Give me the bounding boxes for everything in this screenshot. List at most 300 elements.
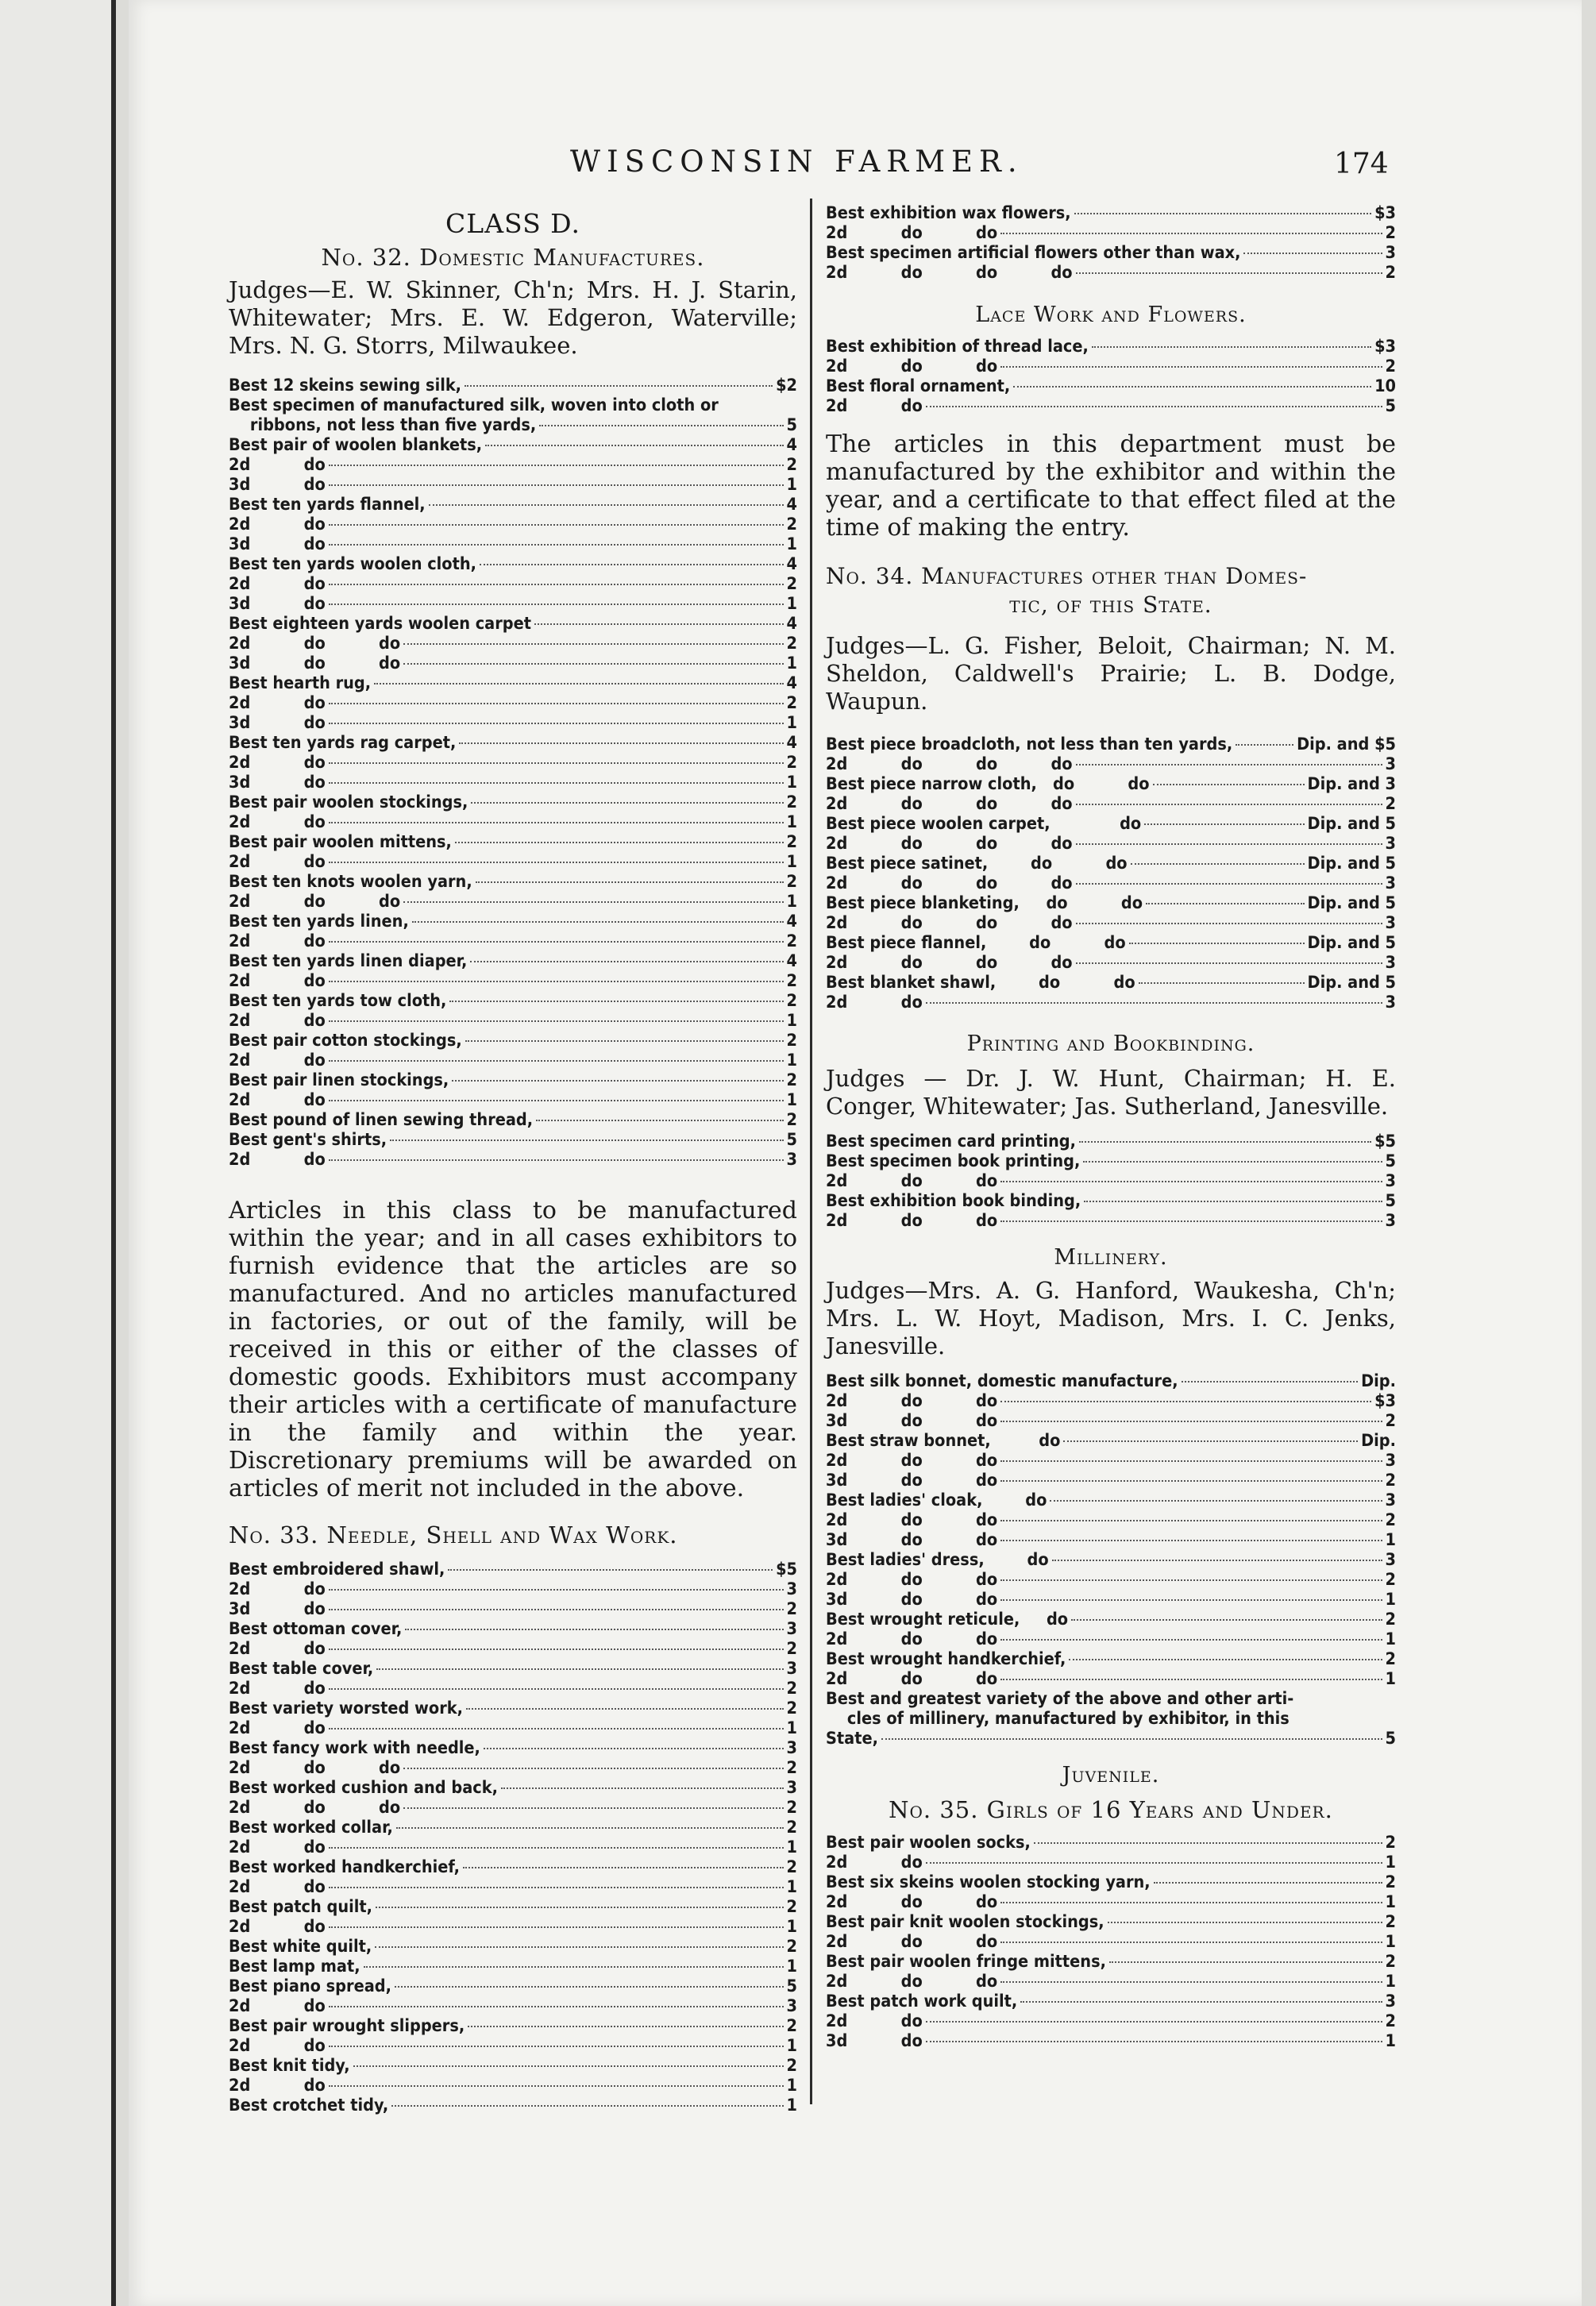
leader-dots: [1108, 1922, 1382, 1923]
leader-dots: [1000, 1599, 1382, 1601]
leader-dots: [1074, 213, 1371, 214]
premium-value: 5: [786, 415, 797, 435]
premium-row: [826, 396, 1396, 416]
premium-row: [826, 1570, 1396, 1590]
right-column: [826, 203, 1396, 2051]
premium-label: 3d do: [229, 534, 326, 554]
premium-label: 2d do do do: [826, 953, 1073, 973]
premium-row: [826, 1729, 1396, 1749]
premium-label: 2d do do do: [826, 263, 1073, 283]
premium-label: Best specimen book printing,: [826, 1151, 1081, 1171]
premium-label: 2d do do: [826, 1171, 998, 1191]
premium-label: Best ten yards flannel,: [229, 495, 426, 515]
premium-value: 1: [1385, 1629, 1396, 1649]
leader-dots: [1000, 1480, 1382, 1482]
premium-value: 3: [1385, 1451, 1396, 1471]
premium-label: 2d do: [229, 2076, 326, 2096]
premium-row: [229, 614, 797, 634]
leader-dots: [1000, 1942, 1382, 1943]
premium-label: 2d do do: [826, 1211, 998, 1231]
leader-dots: [1243, 253, 1382, 254]
premium-row: [826, 873, 1396, 893]
premium-value: 2: [1385, 1471, 1396, 1490]
leader-dots: [329, 1649, 784, 1650]
premium-value: 2: [786, 792, 797, 812]
premium-label: Best worked handkerchief,: [229, 1857, 460, 1877]
premium-value: 2: [786, 1031, 797, 1051]
premium-value: 2: [1385, 1649, 1396, 1669]
premium-label: Best pair cotton stockings,: [229, 1031, 462, 1051]
leader-dots: [1000, 366, 1382, 368]
leader-dots: [329, 1609, 784, 1610]
premium-value: 3: [786, 1996, 797, 2016]
leader-dots: [1144, 823, 1304, 825]
premium-row: [826, 357, 1396, 376]
leader-dots: [1052, 1560, 1382, 1561]
leader-dots: [1050, 1500, 1382, 1502]
premium-row: [826, 1211, 1396, 1231]
premium-row: [229, 1699, 797, 1718]
leader-dots: [926, 1862, 1382, 1864]
premium-label: Best straw bonnet, do: [826, 1431, 1061, 1451]
premium-value: 2: [786, 1599, 797, 1619]
premium-value: 2: [1385, 263, 1396, 283]
leader-dots: [1000, 1579, 1382, 1581]
premium-row: [826, 1550, 1396, 1570]
premium-row: [826, 1833, 1396, 1853]
printing-list: [826, 1132, 1396, 1231]
premium-value: $3: [1374, 1391, 1396, 1411]
premium-value: 2: [1385, 794, 1396, 814]
leader-dots: [329, 1728, 784, 1730]
premium-row: [229, 1599, 797, 1619]
leader-dots: [329, 524, 784, 526]
premium-value: 1: [1385, 1972, 1396, 1992]
premium-value: 1: [786, 1957, 797, 1976]
leader-dots: [1076, 272, 1382, 274]
premium-value: 3: [1385, 873, 1396, 893]
premium-row: [229, 2016, 797, 2036]
leader-dots: [1071, 1619, 1382, 1621]
leader-dots: [329, 603, 784, 605]
premium-row: [229, 1579, 797, 1599]
premium-label: Best worked collar,: [229, 1818, 393, 1837]
running-header: WISCONSIN FARMER.: [570, 145, 1024, 179]
premium-value: 2: [786, 872, 797, 892]
premium-value: 4: [786, 554, 797, 574]
premium-row: [826, 223, 1396, 243]
premium-row: [826, 1431, 1396, 1451]
premium-value: 2: [786, 634, 797, 654]
premium-label: Best pair linen stockings,: [229, 1070, 449, 1090]
leader-dots: [1084, 1201, 1382, 1202]
leader-dots: [1000, 1460, 1382, 1462]
left-column: [229, 208, 797, 2115]
premium-row: [826, 814, 1396, 834]
leader-dots: [1076, 804, 1382, 805]
premium-label: Best ten knots woolen yarn,: [229, 872, 472, 892]
premium-value: 4: [786, 495, 797, 515]
leader-dots: [1076, 962, 1382, 964]
leader-dots: [1000, 1679, 1382, 1680]
leader-dots: [329, 723, 784, 724]
premium-value: 3: [1385, 754, 1396, 774]
leader-dots: [329, 1589, 784, 1591]
premium-value: 2: [786, 1857, 797, 1877]
premium-value: $5: [1374, 1132, 1396, 1151]
premium-value: 2: [786, 1699, 797, 1718]
leader-dots: [1236, 744, 1293, 746]
premium-value: 3: [786, 1579, 797, 1599]
leader-dots: [1083, 1161, 1382, 1163]
premium-value: 2: [786, 574, 797, 594]
premium-label: Best ladies' cloak, do: [826, 1490, 1047, 1510]
premium-value: 2: [786, 1798, 797, 1818]
premium-value: 1: [786, 2076, 797, 2096]
premium-row: [229, 534, 797, 554]
premium-row: [826, 263, 1396, 283]
premium-label: 2d do: [229, 753, 326, 773]
premium-label: 3d do do: [826, 1530, 998, 1550]
premium-label: Best ten yards woolen cloth,: [229, 554, 476, 574]
premium-label: 3d do do: [826, 1590, 998, 1610]
premium-label: 2d do do: [826, 1972, 998, 1992]
premium-row: [229, 1758, 797, 1778]
premium-row: [826, 1872, 1396, 1892]
premium-row: [229, 455, 797, 475]
leader-dots: [926, 2041, 1382, 2042]
leader-dots: [329, 584, 784, 585]
premium-label: 3d do: [229, 594, 326, 614]
premium-row: [229, 912, 797, 931]
leader-dots: [329, 981, 784, 982]
premium-value: 3: [1385, 1550, 1396, 1570]
premium-value: 2: [1385, 1872, 1396, 1892]
premium-value: 4: [786, 912, 797, 931]
premium-row: [826, 1629, 1396, 1649]
premium-label: Best 12 skeins sewing silk,: [229, 376, 462, 395]
premium-label: 2d do: [826, 2011, 923, 2031]
premium-value: 1: [1385, 1853, 1396, 1872]
premium-row: [229, 1150, 797, 1170]
premium-value: Dip.: [1361, 1371, 1396, 1391]
premium-row: [229, 1110, 797, 1130]
premium-label: Best ladies' dress, do: [826, 1550, 1049, 1570]
premium-row: [826, 1892, 1396, 1912]
leader-dots: [1076, 843, 1382, 845]
premium-label: Best ten yards linen diaper,: [229, 951, 468, 971]
premium-label: Best hearth rug,: [229, 673, 372, 693]
section-34-title-cont: tic, of this State.: [1009, 592, 1212, 618]
wax-work-list: [826, 203, 1396, 283]
premium-row: [826, 1151, 1396, 1171]
leader-dots: [448, 1569, 773, 1571]
premium-value: 5: [786, 1976, 797, 1996]
premium-row: [229, 1051, 797, 1070]
premium-value: 2: [786, 1937, 797, 1957]
premium-row: [229, 1937, 797, 1957]
leader-dots: [1000, 233, 1382, 234]
premium-label: Best embroidered shawl,: [229, 1560, 445, 1579]
leader-dots: [1000, 1181, 1382, 1182]
premium-row: [826, 1391, 1396, 1411]
premium-value: 2: [786, 455, 797, 475]
premium-row: [229, 951, 797, 971]
leader-dots: [455, 842, 784, 843]
leader-dots: [463, 1867, 784, 1868]
leader-dots: [329, 1887, 784, 1888]
premium-value: Dip. and 3: [1307, 774, 1396, 794]
premium-value: $3: [1374, 337, 1396, 357]
premium-row: [826, 1530, 1396, 1550]
premium-row: [229, 2096, 797, 2115]
premium-label: Best pair woolen socks,: [826, 1833, 1031, 1853]
premium-value: 2: [786, 1639, 797, 1659]
premium-row: [826, 2011, 1396, 2031]
premium-label: Best specimen artificial flowers other than wax,: [826, 243, 1241, 263]
premium-row: [229, 1996, 797, 2016]
premium-value: 3: [1385, 1490, 1396, 1510]
premium-label: Best blanket shawl, do do: [826, 973, 1135, 993]
premium-label: 2d do: [229, 515, 326, 534]
premium-value: 2: [1385, 1610, 1396, 1629]
juvenile-title: Juvenile.: [1062, 1763, 1160, 1787]
premium-value: 1: [786, 1917, 797, 1937]
leader-dots: [1000, 1421, 1382, 1422]
leader-dots: [926, 1002, 1382, 1004]
premium-row: [229, 673, 797, 693]
premium-value: 2: [786, 2016, 797, 2036]
premium-value: 5: [786, 1130, 797, 1150]
premium-label: 3d do: [826, 2031, 923, 2051]
premium-value: 2: [786, 753, 797, 773]
premium-row: [826, 1171, 1396, 1191]
premium-value: 3: [1385, 1992, 1396, 2011]
leader-dots: [329, 1159, 784, 1161]
leader-dots: [1079, 1141, 1371, 1143]
premium-row: [229, 892, 797, 912]
leader-dots: [1139, 982, 1305, 984]
leader-dots: [459, 742, 783, 744]
premium-label: Best pair of woolen blankets,: [229, 435, 483, 455]
section-32-list: [229, 376, 797, 1170]
premium-row: [826, 1992, 1396, 2011]
premium-row: [229, 1877, 797, 1897]
premium-row: [826, 1411, 1396, 1431]
premium-label: 2d do: [229, 693, 326, 713]
premium-row: [229, 1857, 797, 1877]
lace-title: Lace Work and Flowers.: [975, 303, 1247, 327]
premium-label: Best exhibition wax flowers,: [826, 203, 1071, 223]
premium-value: 2: [786, 693, 797, 713]
leader-dots: [1109, 1961, 1382, 1963]
premium-value: 2: [786, 1070, 797, 1090]
leader-dots: [1020, 2001, 1382, 2003]
class-title: CLASS D.: [445, 208, 580, 239]
premium-value: 1: [786, 1011, 797, 1031]
leader-dots: [376, 1668, 783, 1670]
premium-row: [229, 971, 797, 991]
premium-row: [229, 1738, 797, 1758]
premium-value: 2: [1385, 1952, 1396, 1972]
premium-label: Best pair wrought slippers,: [229, 2016, 465, 2036]
leader-dots: [403, 901, 783, 903]
premium-value: 1: [786, 1837, 797, 1857]
premium-row: [229, 495, 797, 515]
premium-value: 2: [786, 1818, 797, 1837]
leader-dots: [1182, 1381, 1359, 1382]
leader-dots: [375, 1946, 783, 1948]
premium-label: 2d do do do: [826, 873, 1073, 893]
leader-dots: [403, 1768, 783, 1769]
premium-label: Best and greatest variety of the above and other arti-: [826, 1689, 1294, 1709]
premium-row: [826, 1709, 1396, 1729]
premium-row: [229, 872, 797, 892]
premium-row: [229, 792, 797, 812]
leader-dots: [329, 762, 784, 764]
leader-dots: [329, 2085, 784, 2087]
premium-row: [229, 1917, 797, 1937]
premium-value: 2: [1385, 1411, 1396, 1431]
page-number: 174: [1334, 148, 1389, 180]
premium-label: Best knit tidy,: [229, 2056, 350, 2076]
premium-label: Best pair knit woolen stockings,: [826, 1912, 1104, 1932]
leader-dots: [1076, 923, 1382, 924]
premium-label: Best ten yards tow cloth,: [229, 991, 447, 1011]
premium-label: 2d do: [229, 455, 326, 475]
premium-value: 2: [1385, 1570, 1396, 1590]
premium-label: Best crotchet tidy,: [229, 2096, 389, 2115]
premium-value: Dip.: [1361, 1431, 1396, 1451]
premium-label: cles of millinery, manufactured by exhibitor, in this: [826, 1709, 1290, 1729]
millinery-judges: Judges—Mrs. A. G. Hanford, Waukesha, Ch'n; Mrs. L. W. Hoyt, Madison, Mrs. I. C. Jenks, Janesville.: [826, 1277, 1396, 1359]
premium-label: 2d do do: [826, 1629, 998, 1649]
premium-row: [229, 693, 797, 713]
premium-value: 1: [786, 773, 797, 792]
premium-value: 2: [786, 1679, 797, 1699]
leader-dots: [1013, 386, 1371, 388]
premium-row: [229, 1818, 797, 1837]
premium-label: 2d do do: [826, 223, 998, 243]
leader-dots: [1092, 346, 1371, 348]
premium-label: Best worked cushion and back,: [229, 1778, 498, 1798]
section-33-title: No. 33. Needle, Shell and Wax Work.: [229, 1521, 678, 1548]
premium-value: 1: [786, 654, 797, 673]
premium-value: 4: [786, 673, 797, 693]
premium-value: 1: [1385, 1932, 1396, 1952]
premium-value: Dip. and 5: [1307, 893, 1396, 913]
leader-dots: [1076, 764, 1382, 765]
leader-dots: [1000, 1520, 1382, 1521]
premium-label: Best specimen of manufactured silk, woven into cloth or: [229, 395, 719, 415]
premium-row: [229, 852, 797, 872]
leader-dots: [412, 921, 784, 923]
premium-value: Dip. and $5: [1297, 735, 1396, 754]
section-33-list: [229, 1560, 797, 2115]
premium-label: Best piece narrow cloth, do do: [826, 774, 1150, 794]
premium-label: Best piece blanketing, do do: [826, 893, 1143, 913]
leader-dots: [329, 1060, 784, 1062]
premium-value: 5: [1385, 1191, 1396, 1211]
premium-value: 3: [1385, 993, 1396, 1012]
premium-label: Best pair woolen mittens,: [229, 832, 452, 852]
premium-label: Best specimen card printing,: [826, 1132, 1076, 1151]
millinery-list: [826, 1371, 1396, 1749]
premium-value: 1: [1385, 1530, 1396, 1550]
premium-row: [826, 754, 1396, 774]
leader-dots: [329, 1688, 784, 1690]
facing-page-edge: [0, 0, 116, 2306]
premium-label: 2d do do: [229, 1758, 401, 1778]
premium-row: [826, 2031, 1396, 2051]
premium-row: [229, 1798, 797, 1818]
premium-row: [826, 1912, 1396, 1932]
premium-row: [229, 435, 797, 455]
premium-label: Best pair woolen fringe mittens,: [826, 1952, 1106, 1972]
premium-label: Best piece broadcloth, not less than ten yards,: [826, 735, 1233, 754]
premium-value: 1: [786, 713, 797, 733]
premium-value: 2: [786, 1897, 797, 1917]
premium-row: [229, 1560, 797, 1579]
premium-value: 2: [786, 832, 797, 852]
premium-label: 2d do: [229, 931, 326, 951]
premium-label: 3d do do: [826, 1471, 998, 1490]
leader-dots: [1000, 1540, 1382, 1541]
leader-dots: [403, 1807, 783, 1809]
premium-value: 1: [786, 1877, 797, 1897]
premium-value: 2: [786, 515, 797, 534]
premium-value: 4: [786, 435, 797, 455]
premium-label: 3d do: [229, 1599, 326, 1619]
premium-row: [229, 713, 797, 733]
leader-dots: [1153, 784, 1305, 785]
premium-row: [229, 1619, 797, 1639]
premium-row: [229, 1011, 797, 1031]
premium-label: 3d do: [229, 475, 326, 495]
premium-label: 2d do: [826, 1853, 923, 1872]
premium-row: [826, 774, 1396, 794]
premium-label: Best ottoman cover,: [229, 1619, 403, 1639]
leader-dots: [470, 961, 783, 962]
premium-label: 2d do do: [229, 1798, 401, 1818]
premium-label: 2d do: [229, 1051, 326, 1070]
leader-dots: [329, 1847, 784, 1849]
premium-label: 2d do do: [826, 1451, 998, 1471]
premium-label: Best patch quilt,: [229, 1897, 372, 1917]
premium-value: 5: [1385, 396, 1396, 416]
premium-value: 2: [786, 1758, 797, 1778]
premium-row: [826, 1689, 1396, 1709]
premium-row: [229, 1130, 797, 1150]
premium-label: 2d do: [229, 1011, 326, 1031]
premium-value: 3: [1385, 913, 1396, 933]
leader-dots: [374, 683, 783, 684]
premium-row: [229, 1718, 797, 1738]
printing-judges: Judges — Dr. J. W. Hunt, Chairman; H. E. Conger, Whitewater; Jas. Sutherland, Janesville.: [826, 1065, 1396, 1120]
lace-note: The articles in this department must be manufactured by the exhibitor and within the year, and a certificate to that effect filed at the time of making the entry.: [826, 430, 1396, 542]
premium-label: 2d do: [229, 1837, 326, 1857]
premium-row: [826, 1853, 1396, 1872]
leader-dots: [539, 425, 783, 426]
premium-value: 2: [786, 1110, 797, 1130]
premium-row: [826, 735, 1396, 754]
premium-value: Dip. and 5: [1307, 933, 1396, 953]
premium-value: 5: [1385, 1729, 1396, 1749]
premium-label: Best ten yards rag carpet,: [229, 733, 457, 753]
premium-row: [826, 1649, 1396, 1669]
premium-row: [229, 1090, 797, 1110]
leader-dots: [1000, 1981, 1382, 1983]
